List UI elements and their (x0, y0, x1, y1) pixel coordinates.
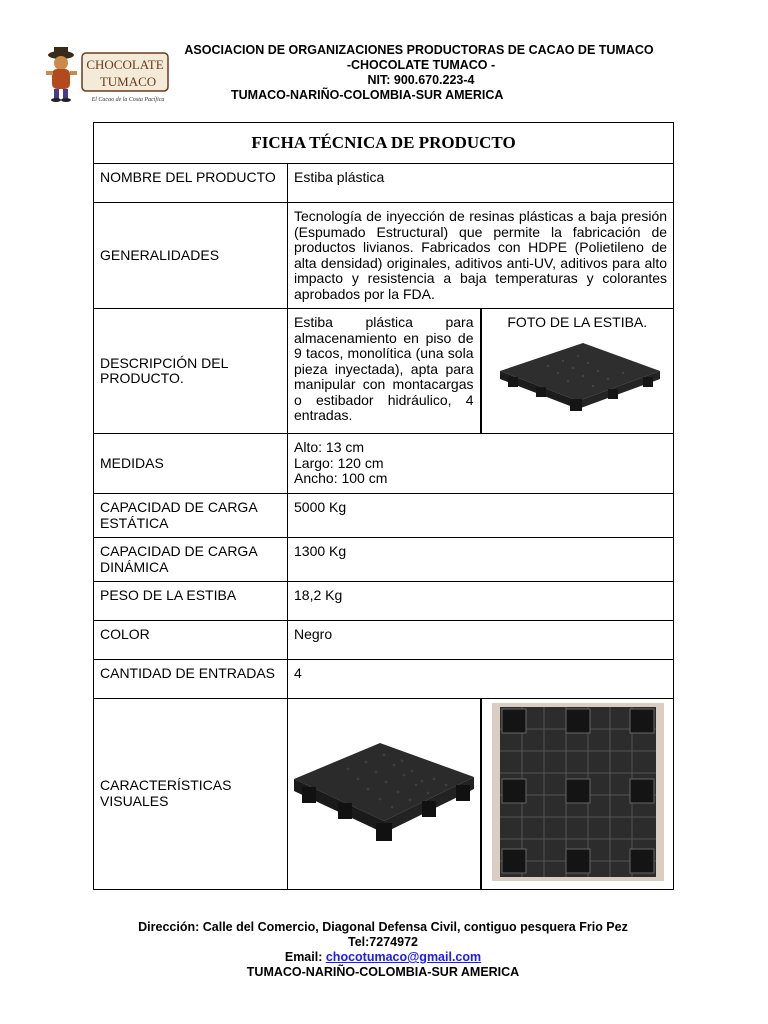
org-nit: NIT: 900.670.223-4 (367, 73, 475, 87)
footer-email-label: Email: (284, 950, 326, 964)
row-value-descripcion: Estiba plástica para almacenamiento en piso de 9 tacos, monolítica (una sola pieza inyectada), apta para manipular con montacargas o estibador hidráulico, 4 entradas. (288, 309, 481, 434)
photo-cell (481, 309, 674, 434)
photo-caption: FOTO DE LA ESTIBA. (507, 314, 648, 330)
table-row (94, 538, 674, 582)
table-row (94, 621, 674, 660)
table-row (94, 699, 674, 890)
footer-location: TUMACO-NARIÑO-COLOMBIA-SUR AMERICA (246, 965, 520, 979)
footer-email-line (93, 950, 673, 965)
table-row (94, 164, 674, 203)
org-location: TUMACO-NARIÑO-COLOMBIA-SUR AMERICA (231, 88, 504, 102)
row-value-nombre: Estiba plástica (288, 164, 674, 203)
sheet-title: FICHA TÉCNICA DE PRODUCTO (94, 123, 674, 164)
table-row (94, 203, 674, 309)
pallet-photo-small (488, 331, 668, 416)
visual-photo-2-cell (481, 699, 674, 890)
mascot-figure (46, 47, 77, 102)
medida-ancho: Ancho: 100 cm (294, 470, 388, 487)
row-label-color: COLOR (94, 621, 288, 660)
row-value-carga-estatica: 5000 Kg (288, 494, 674, 538)
row-value-color: Negro (288, 621, 674, 660)
pallet-photo-angled (288, 699, 480, 885)
table-row (94, 582, 674, 621)
table-row (94, 309, 674, 434)
visual-photo-1-cell (288, 699, 481, 890)
row-label-carga-estatica: CAPACIDAD DE CARGA ESTÁTICA (94, 494, 288, 538)
row-label-nombre: NOMBRE DEL PRODUCTO (94, 164, 288, 203)
logo-text-bottom: TUMACO (99, 74, 157, 89)
logo-tagline: El Cacao de la Costa Pacífica (91, 97, 165, 103)
technical-sheet-table (93, 122, 674, 890)
pallet-photo-bottom (482, 699, 674, 885)
row-label-visuales: CARACTERÍSTICAS VISUALES (94, 699, 288, 890)
title-row (94, 123, 674, 164)
org-brand: -CHOCOLATE TUMACO - (346, 58, 496, 72)
footer-contact (93, 920, 673, 980)
row-label-medidas: MEDIDAS (94, 434, 288, 494)
row-label-carga-dinamica: CAPACIDAD DE CARGA DINÁMICA (94, 538, 288, 582)
row-label-peso: PESO DE LA ESTIBA (94, 582, 288, 621)
table-row (94, 494, 674, 538)
row-label-generalidades: GENERALIDADES (94, 203, 288, 309)
organization-header (176, 43, 662, 103)
table-row (94, 434, 674, 494)
row-value-entradas: 4 (288, 660, 674, 699)
footer-email-link[interactable]: chocotumaco@gmail.com (325, 950, 482, 964)
logo-text-top: CHOCOLATE (86, 57, 164, 72)
medida-alto: Alto: 13 cm (294, 439, 365, 456)
footer-address: Dirección: Calle del Comercio, Diagonal Defensa Civil, contiguo pesquera Frio Pez (138, 920, 628, 934)
row-value-medidas (288, 434, 674, 494)
table-row (94, 660, 674, 699)
row-label-descripcion: DESCRIPCIÓN DEL PRODUCTO. (94, 309, 288, 434)
company-logo (44, 45, 174, 105)
row-value-generalidades: Tecnología de inyección de resinas plásticas a baja presión (Espumado Estructural) que permite la fabricación de productos livianos. Fabricados con HDPE (Polietileno de alta densidad) originales, aditivos anti-UV, aditivos para alto impacto y resistencia a baja temperaturas y colorantes aprobados por la FDA. (288, 203, 674, 309)
footer-phone: Tel:7274972 (348, 935, 418, 949)
row-value-peso: 18,2 Kg (288, 582, 674, 621)
row-value-carga-dinamica: 1300 Kg (288, 538, 674, 582)
medida-largo: Largo: 120 cm (294, 454, 384, 471)
row-label-entradas: CANTIDAD DE ENTRADAS (94, 660, 288, 699)
org-name: ASOCIACION DE ORGANIZACIONES PRODUCTORAS DE CACAO DE TUMACO (184, 43, 654, 57)
